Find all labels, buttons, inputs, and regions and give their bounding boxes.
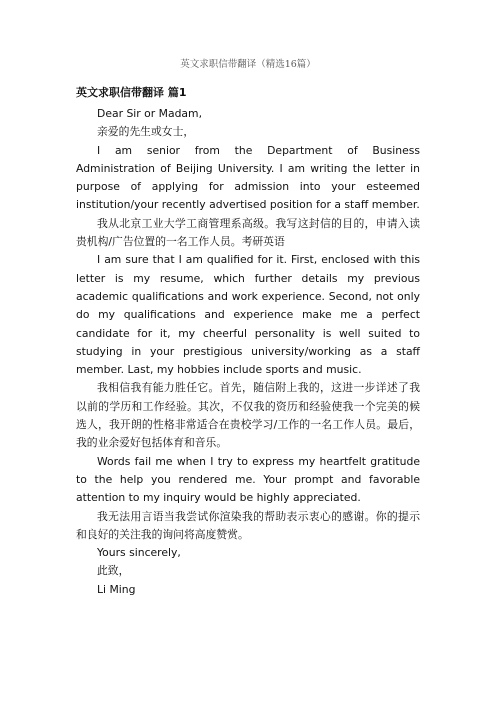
paragraph-intro-zh: 我从北京工业大学工商管理系高级。我写这封信的目的，申请入读贵机构/广告位置的一名工作人员。考研英语 <box>76 216 420 249</box>
running-header: 英文求职信带翻译（精选16篇） <box>180 59 316 70</box>
paragraph-gratitude-en: Words fail me when I try to express my heartfelt gratitude to the help you rendered me. Your prompt and favorable attention to my inquiry would be highly appreciated. <box>76 454 420 505</box>
paragraph-intro-en: I am senior from the Department of Business Administration of Beijing University. I am writing the letter in purpose of applying for admission into your esteemed institution/your recently advertised position for a staff member. <box>76 143 420 212</box>
salutation-zh: 亲爱的先生或女士， <box>97 125 195 139</box>
article-title: 英文求职信带翻译 篇1 <box>76 86 187 99</box>
closing-zh: 此致， <box>97 564 130 578</box>
salutation-en: Dear Sir or Madam, <box>97 107 202 120</box>
paragraph-qualification-zh: 我相信我有能力胜任它。首先，随信附上我的，这进一步详述了我以前的学历和工作经验。其次，不仅我的资历和经验使我一个完美的候选人，我开朗的性格非常适合在贵校学习/工作的一名工作人员。最后，我的业余爱好包括体育和音乐。 <box>76 381 420 450</box>
signature-name: Li Ming <box>97 582 136 596</box>
closing-en: Yours sincerely, <box>97 546 181 560</box>
paragraph-gratitude-zh: 我无法用言语当我尝试你渲染我的帮助表示衷心的感谢。你的提示和良好的关注我的询问将高度赞赏。 <box>76 509 420 541</box>
paragraph-qualification-en: I am sure that I am qualified for it. First, enclosed with this letter is my resume, which further details my previous academic qualifications and work experience. Second, not only do my qualifications and experience make me a perfect candidate for it, my cheerful personality is well suited to studying in your prestigious university/working as a staff member. Last, my hobbies include sports and music. <box>76 253 420 377</box>
